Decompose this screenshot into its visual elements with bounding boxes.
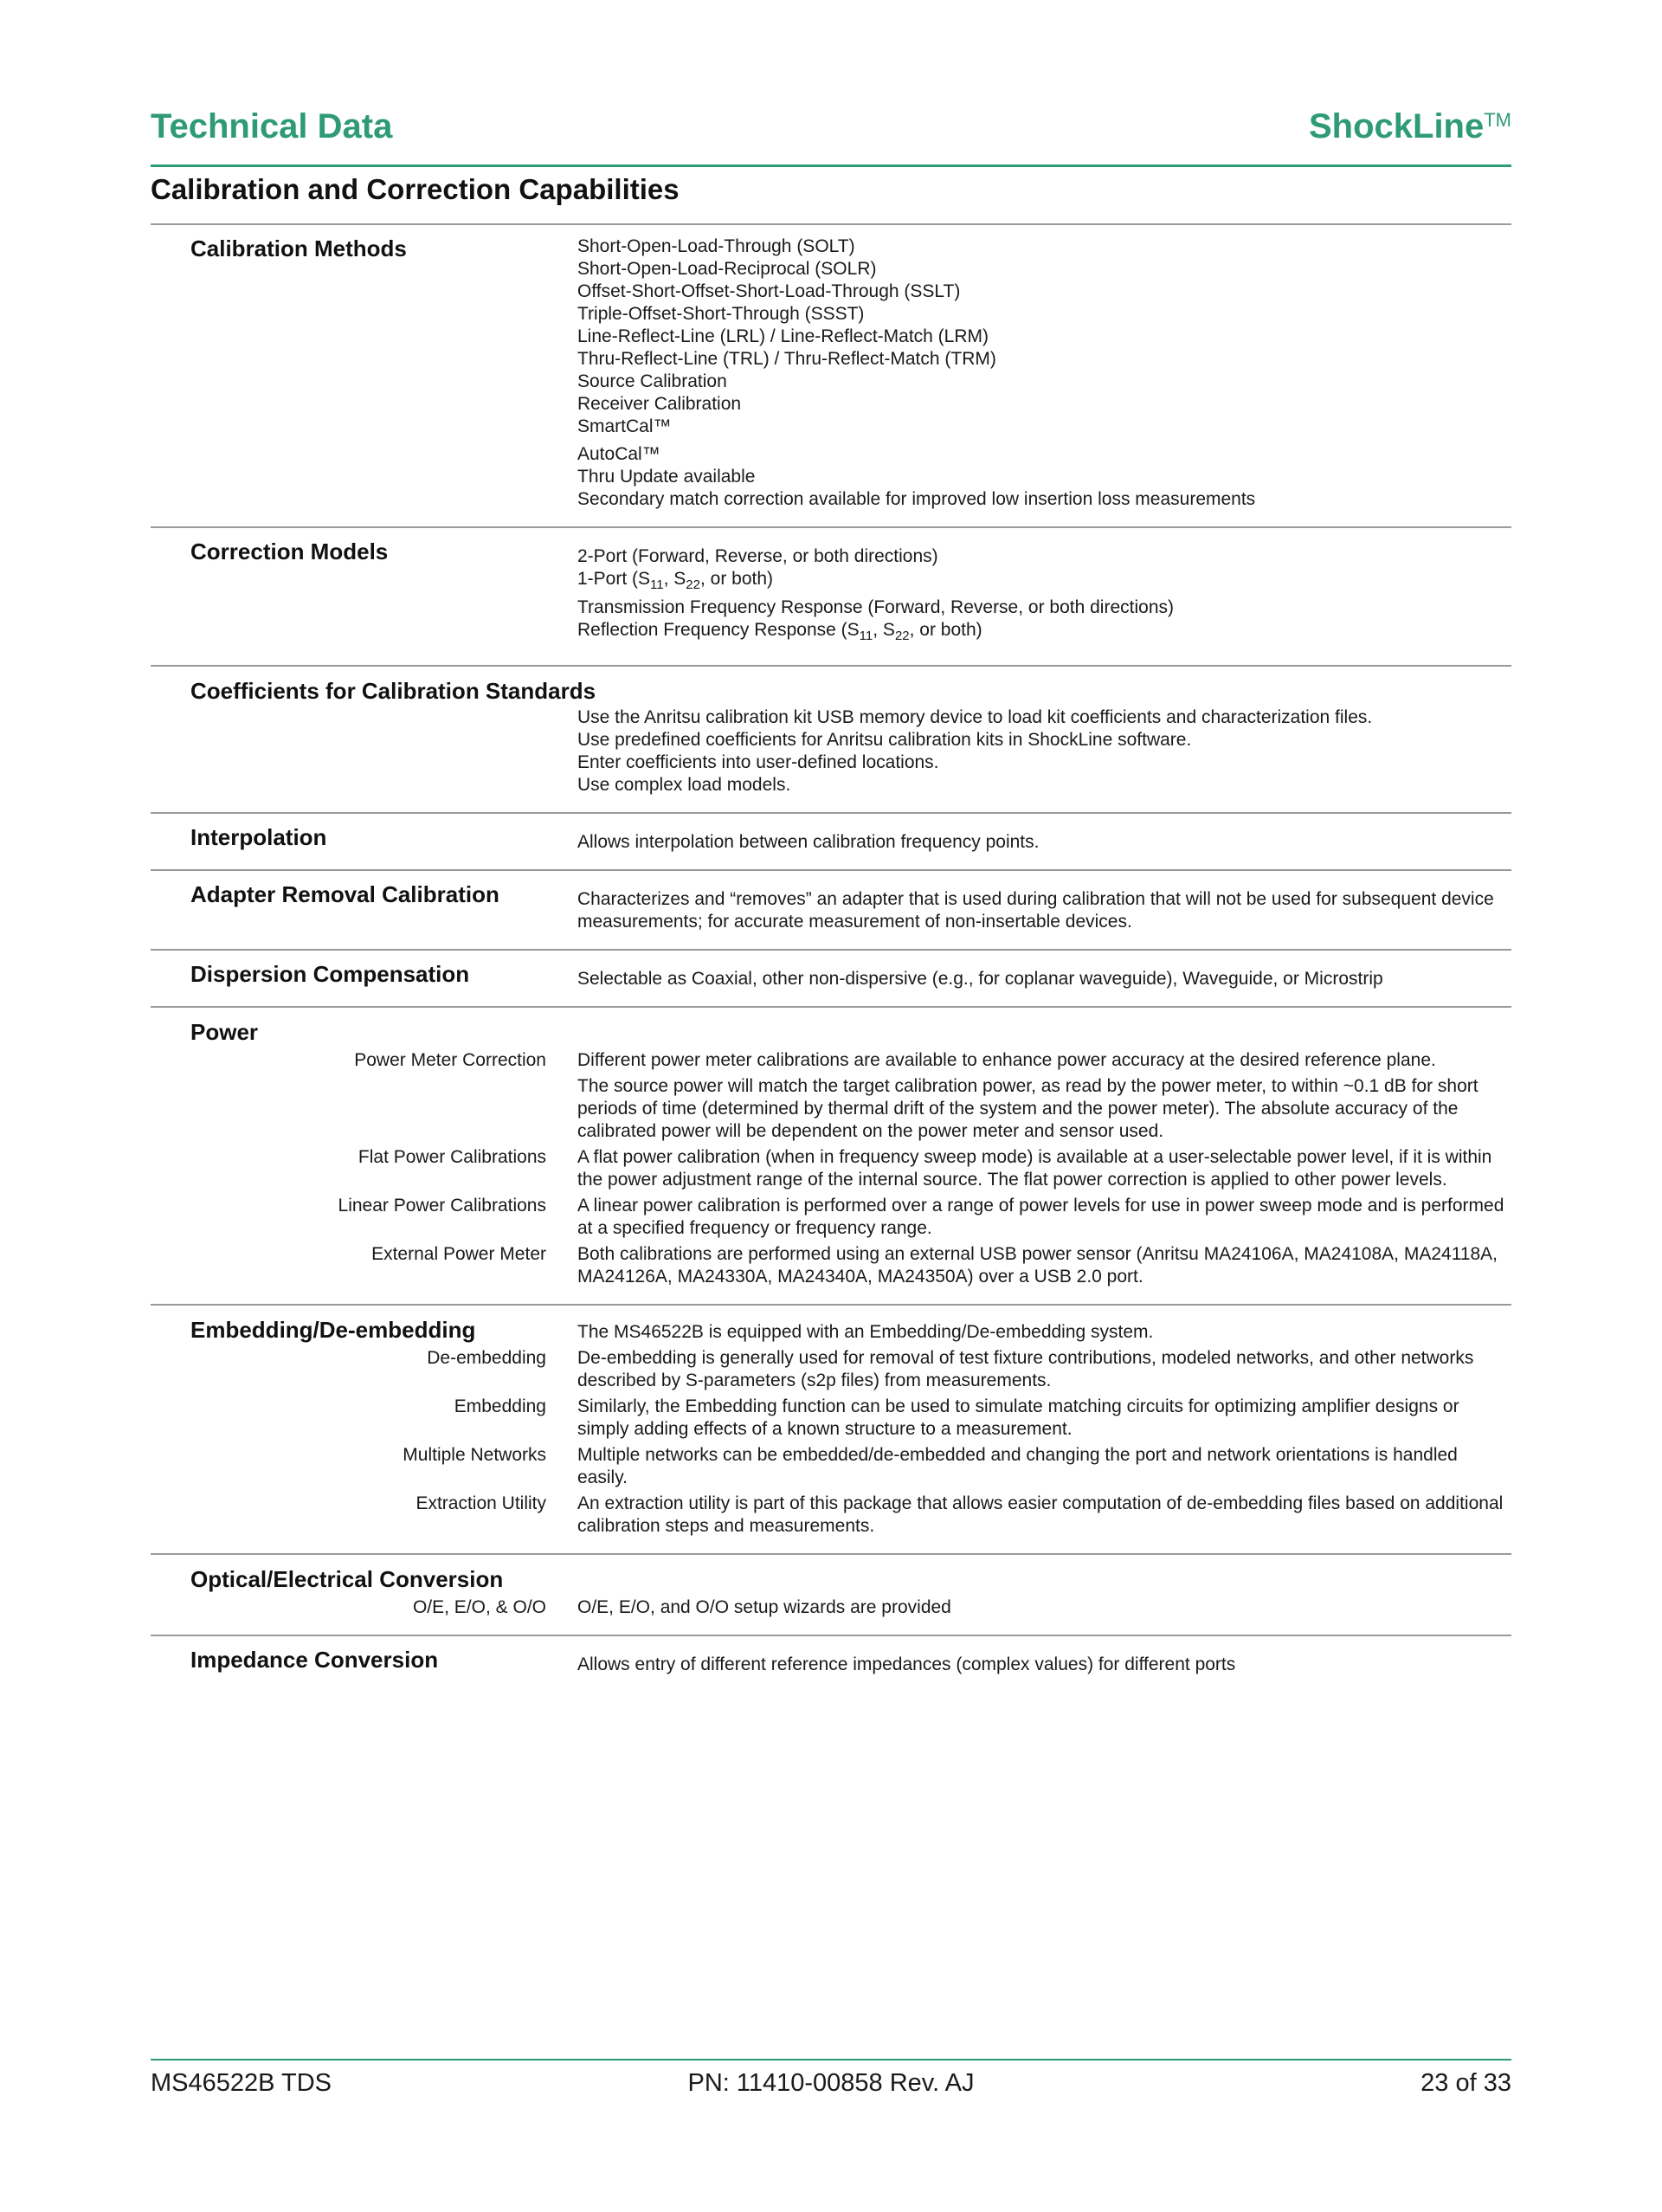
- sub-label: Multiple Networks: [403, 1445, 546, 1465]
- row-label: Impedance Conversion: [190, 1647, 439, 1673]
- row-text: Allows interpolation between calibration frequency points.: [577, 832, 1040, 852]
- row-label: Power: [190, 1019, 259, 1045]
- row-optical-conversion: [151, 1553, 1511, 1635]
- list-item: Use predefined coefficients for Anritsu calibration kits in ShockLine software.: [577, 730, 1192, 750]
- row-label: Embedding/De-embedding: [190, 1317, 476, 1343]
- row-embedding: [151, 1304, 1511, 1553]
- list-item: Line-Reflect-Line (LRL) / Line-Reflect-Match (LRM): [577, 326, 989, 346]
- sub-text: Both calibrations are performed using an external USB power sensor (Anritsu MA24106A, MA24108A, MA24118A, MA24126A, MA24330A, MA24340A, MA24350A) over a USB 2.0 port.: [577, 1244, 1498, 1287]
- sub-label: [151, 1075, 577, 1143]
- list-item: Thru Update available: [577, 467, 756, 487]
- list-item: Short-Open-Load-Reciprocal (SOLR): [577, 259, 877, 279]
- power-sub-row: [151, 1075, 1511, 1143]
- coefficients-list: [577, 706, 1511, 796]
- list-item: 1-Port ($S_{11}$, $S_{22}$, or both): [577, 569, 774, 592]
- embedding-sub-row: [151, 1493, 1511, 1538]
- list-item: Reflection Frequency Response ($S_{11}$, $S_{22}$, or both): [577, 620, 982, 643]
- row-label: Calibration Methods: [190, 235, 407, 261]
- power-sub-row: [151, 1146, 1511, 1191]
- list-item: Short-Open-Load-Through (SOLT): [577, 236, 855, 256]
- row-text: Selectable as Coaxial, other non-dispersive (e.g., for coplanar waveguide), Waveguide, or Microstrip: [577, 969, 1383, 989]
- row-adapter-removal: [151, 869, 1511, 949]
- embedding-sub-row: [151, 1444, 1511, 1489]
- row-power: [151, 1006, 1511, 1304]
- list-item: AutoCal™: [577, 444, 660, 464]
- footer-part-number: PN: 11410-00858 Rev. AJ: [687, 2069, 975, 2097]
- row-label: Adapter Removal Calibration: [190, 881, 499, 907]
- header-title: Technical Data: [151, 107, 393, 145]
- list-item: Use the Anritsu calibration kit USB memory device to load kit coefficients and characterization files.: [577, 707, 1373, 727]
- footer-page-number: 23 of 33: [1420, 2069, 1511, 2097]
- sub-label: Embedding: [454, 1396, 546, 1416]
- list-item: SmartCal™: [577, 416, 672, 436]
- sub-text: An extraction utility is part of this package that allows easier computation of de-embedding files based on additional calibration steps and measurements.: [577, 1493, 1504, 1536]
- embedding-header: [151, 1316, 1511, 1344]
- row-text: Allows entry of different reference impedances (complex values) for different ports: [577, 1654, 1236, 1674]
- row-dispersion: [151, 949, 1511, 1006]
- sub-text: O/E, E/O, and O/O setup wizards are provided: [577, 1597, 951, 1617]
- row-label: Correction Models: [190, 538, 389, 564]
- sub-text: A linear power calibration is performed over a range of power levels for use in power sweep mode and is performed at a specified frequency or frequency range.: [577, 1196, 1504, 1238]
- page-footer: [151, 2059, 1511, 2097]
- sub-label: Extraction Utility: [416, 1493, 546, 1513]
- row-calibration-methods: [151, 223, 1511, 526]
- row-label: Dispersion Compensation: [190, 961, 470, 987]
- section-title: Calibration and Correction Capabilities: [151, 173, 680, 205]
- brand-name: ShockLine: [1308, 107, 1485, 145]
- footer-doc-id: MS46522B TDS: [151, 2069, 332, 2097]
- header-brand: [1309, 107, 1511, 146]
- sub-text: Different power meter calibrations are available to enhance power accuracy at the desired reference plane.: [577, 1050, 1436, 1070]
- row-coefficients: [151, 665, 1511, 812]
- row-text: Characterizes and “removes” an adapter that is used during calibration that will not be used for subsequent device measurements; for accurate measurement of non-insertable devices.: [577, 889, 1494, 932]
- list-item: Receiver Calibration: [577, 394, 742, 414]
- list-item: Use complex load models.: [577, 775, 791, 795]
- sub-text: Multiple networks can be embedded/de-embedded and changing the port and network orientations is handled easily.: [577, 1445, 1458, 1487]
- power-sub-row: [151, 1195, 1511, 1240]
- list-item: Offset-Short-Offset-Short-Load-Through (SSLT): [577, 281, 961, 301]
- optical-sub-row: [151, 1596, 1511, 1619]
- sub-label: De-embedding: [427, 1348, 546, 1368]
- row-impedance-conversion: [151, 1635, 1511, 1692]
- spec-table: [151, 223, 1511, 1692]
- list-item: Transmission Frequency Response (Forward, Reverse, or both directions): [577, 597, 1174, 617]
- embedding-intro: The MS46522B is equipped with an Embedding/De-embedding system.: [577, 1322, 1154, 1342]
- page-header: [151, 102, 1511, 167]
- row-label: Coefficients for Calibration Standards: [190, 678, 596, 704]
- embedding-sub-row: [151, 1347, 1511, 1392]
- list-item: Source Calibration: [577, 371, 727, 391]
- list-item: Secondary match correction available for improved low insertion loss measurements: [577, 489, 1256, 509]
- brand-tm: TM: [1484, 109, 1511, 131]
- sub-text: A flat power calibration (when in frequency sweep mode) is available at a user-selectable power level, if it is within the power adjustment range of the internal source. The flat power correction is applied to other power levels.: [577, 1147, 1492, 1190]
- sub-text: The source power will match the target calibration power, as read by the power meter, to within ~0.1 dB for short periods of time (determined by thermal drift of the system and the power meter). The absolute accuracy of the calibrated power will be dependent on the power meter and sensor used.: [577, 1076, 1478, 1141]
- sub-label: Flat Power Calibrations: [358, 1147, 546, 1167]
- sub-label: Power Meter Correction: [354, 1050, 546, 1070]
- row-label: Interpolation: [190, 824, 327, 850]
- power-sub-row: [151, 1049, 1511, 1072]
- sub-label: Linear Power Calibrations: [338, 1196, 546, 1216]
- sub-text: Similarly, the Embedding function can be used to simulate matching circuits for optimizing amplifier designs or simply adding effects of a known structure to a measurement.: [577, 1396, 1459, 1439]
- list-item: 2-Port (Forward, Reverse, or both directions): [577, 546, 938, 566]
- sub-label: External Power Meter: [371, 1244, 546, 1264]
- row-correction-models: [151, 526, 1511, 665]
- list-item: Triple-Offset-Short-Through (SSST): [577, 304, 865, 324]
- power-sub-row: [151, 1243, 1511, 1288]
- sub-label: O/E, E/O, & O/O: [412, 1597, 546, 1617]
- embedding-sub-row: [151, 1396, 1511, 1441]
- row-interpolation: [151, 812, 1511, 869]
- sub-text: De-embedding is generally used for removal of test fixture contributions, modeled networks, and other networks described by S-parameters (s2p files) from measurements.: [577, 1348, 1474, 1390]
- row-label: Optical/Electrical Conversion: [190, 1566, 504, 1592]
- correction-models-list: [577, 538, 1511, 648]
- list-item: Enter coefficients into user-defined locations.: [577, 752, 939, 772]
- calibration-methods-list: [577, 235, 1511, 511]
- list-item: Thru-Reflect-Line (TRL) / Thru-Reflect-Match (TRM): [577, 349, 996, 369]
